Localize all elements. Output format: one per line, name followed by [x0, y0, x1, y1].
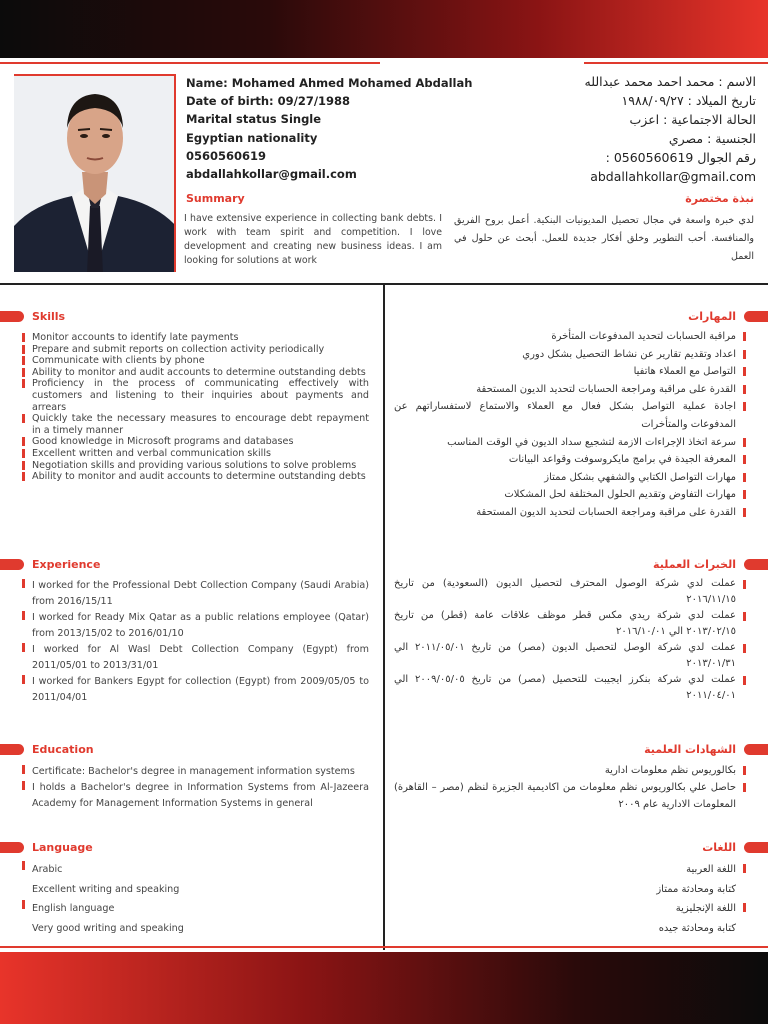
skill-item-ar: مهارات التفاوض وتقديم الحلول المختلفة لحل المشكلات [394, 486, 746, 504]
experience-heading [0, 556, 100, 572]
education-heading-ar [644, 741, 768, 757]
heading-tab [744, 559, 768, 570]
experience-item: I worked for Al Wasl Debt Collection Company (Egypt) from 2011/05/01 to 2013/31/01 [22, 642, 369, 674]
heading-tab [0, 559, 24, 570]
phone-line-ar: رقم الجوال 0560560619 : [605, 150, 756, 165]
education-list [22, 764, 369, 812]
language-item-ar: اللغة الإنجليزية [394, 899, 746, 919]
experience-title-ar: الخبرات العملية [653, 557, 736, 571]
skill-item-ar: القدرة على مراقبة ومراجعة الحسابات لتحديد الديون المستحقة [394, 381, 746, 399]
language-item: Very good writing and speaking [32, 922, 184, 934]
skill-item-ar: اجادة عملية التواصل بشكل فعال مع العملاء والاستماع لاستفساراتهم عن المدفوعات والمتأخرات [394, 398, 746, 433]
language-title: Language [32, 840, 93, 854]
language-list-ar [394, 860, 746, 938]
language-title-ar: اللغات [702, 840, 736, 854]
email-line-ar[interactable]: abdallahkollar@gmail.com [590, 169, 756, 184]
footer-rule [0, 946, 768, 948]
footer-band [0, 952, 768, 1024]
column-divider [383, 283, 385, 950]
language-item-ar: كتابة ومحادثة ممتاز [656, 883, 736, 895]
header-rule-right [584, 62, 768, 64]
experience-list [22, 578, 369, 706]
skill-item: Proficiency in the process of communicating effectively with customers and listening to their inquiries about payments and arrears [22, 378, 369, 413]
skill-item: Ability to monitor and audit accounts to determine outstanding debts [22, 367, 369, 379]
skill-item-ar: سرعة اتخاذ الإجراءات الازمة لتشجيع سداد الديون في الوقت المناسب [394, 434, 746, 452]
skills-title: Skills [32, 309, 66, 323]
skill-item-ar: القدرة على مراقبة ومراجعة الحسابات لتحديد الديون المستحقة [394, 504, 746, 522]
skill-item-ar: التواصل مع العملاء هاتفيا [394, 363, 746, 381]
experience-item-ar: عملت لدي شركة الوصل لتحصيل الديون (مصر) من تاريخ ٢٠١١/٠٥/٠١ الي ٢٠١٣/٠١/٣١ [394, 640, 746, 672]
experience-item: I worked for Ready Mix Qatar as a public relations employee (Qatar) from 2013/15/02 to 2016/01/10 [22, 610, 369, 642]
experience-title: Experience [32, 557, 101, 571]
experience-item-ar: عملت لدي شركة ريدي مكس قطر موظف علاقات عامة (قطر) من تاريخ ٢٠١٣/٠٢/١٥ الي ٢٠١٦/١٠/٠١ [394, 608, 746, 640]
skill-item: Monitor accounts to identify late payments [22, 332, 369, 344]
education-item-ar: بكالوريوس نظم معلومات ادارية [394, 762, 746, 779]
skills-list-ar [394, 328, 746, 522]
skill-item: Ability to monitor and audit accounts to determine outstanding debts [22, 471, 369, 483]
person-portrait-image [14, 76, 176, 272]
education-list-ar [394, 762, 746, 813]
heading-tab [744, 744, 768, 755]
education-item: I holds a Bachelor's degree in Information Systems from Al-Jazeera Academy for Management Information Systems in general [22, 780, 369, 812]
skills-list [22, 332, 369, 483]
skill-item: Prepare and submit reports on collection activity periodically [22, 344, 369, 356]
marital-line: Marital status Single [186, 112, 322, 127]
skills-title-ar: المهارات [688, 309, 736, 323]
name-line: Name: Mohamed Ahmed Mohamed Abdallah [186, 76, 473, 90]
experience-list-ar [394, 576, 746, 704]
skill-item-ar: مهارات التواصل الكتابي والشفهي بشكل ممتاز [394, 469, 746, 487]
experience-item: I worked for Bankers Egypt for collection (Egypt) from 2009/05/05 to 2011/04/01 [22, 674, 369, 706]
skills-heading [0, 308, 65, 324]
email-line[interactable]: abdallahkollar@gmail.com [186, 166, 357, 181]
education-item: Certificate: Bachelor's degree in management information systems [22, 764, 369, 780]
summary-text: I have extensive experience in collecting bank debts. I work with team spirit and competition. I love development and creating new business ideas. I am looking for solutions at work [184, 213, 442, 266]
skills-heading-ar [688, 308, 768, 324]
nationality-line-ar: الجنسية : مصري [668, 131, 756, 146]
dob-line: Date of birth: 09/27/1988 [186, 94, 351, 109]
language-item-ar: كتابة ومحادثة جيده [658, 922, 736, 934]
experience-heading-ar [653, 556, 768, 572]
heading-tab [0, 744, 24, 755]
experience-item-ar: عملت لدي شركة الوصول المحترف لتحصيل الديون (السعودية) من تاريخ ٢٠١٦/١١/١٥ [394, 576, 746, 608]
skill-item: Excellent written and verbal communication skills [22, 448, 369, 460]
skill-item-ar: اعداد وتقديم تقارير عن نشاط التحصيل بشكل دوري [394, 346, 746, 364]
language-item-ar: اللغة العربية [394, 860, 746, 880]
nationality-line: Egyptian nationality [186, 130, 318, 145]
skill-item: Quickly take the necessary measures to encourage debt repayment in a timely manner [22, 413, 369, 436]
education-title-ar: الشهادات العلمية [644, 742, 736, 756]
header-rule-left [0, 62, 380, 64]
education-item-ar: حاصل علي بكالوريوس نظم معلومات من اكاديمية الجزيرة لنظم (مصر – القاهرة) المعلومات الادارية عام ٢٠٠٩ [394, 779, 746, 813]
heading-tab [0, 311, 24, 322]
heading-tab [744, 842, 768, 853]
header-band [0, 0, 768, 58]
skill-item-ar: مراقبة الحسابات لتحديد المدفوعات المتأخرة [394, 328, 746, 346]
language-heading-ar [702, 839, 768, 855]
education-heading [0, 741, 94, 757]
heading-tab [0, 842, 24, 853]
skill-item: Good knowledge in Microsoft programs and databases [22, 436, 369, 448]
summary-title-ar: نبذة مختصرة [685, 192, 754, 205]
summary-title: Summary [186, 192, 245, 205]
personal-info-arabic [456, 72, 756, 186]
language-item: English language [22, 899, 369, 919]
marital-line-ar: الحالة الاجتماعية : اعزب [629, 112, 756, 127]
summary-text-ar: لدي خبرة واسعة في مجال تحصيل المديونيات البنكية. أعمل بروح الفريق والمنافسة. أحب التطوير وخلق أفكار جديدة للعمل. أبحث عن حلول في العمل [454, 215, 754, 262]
profile-photo [14, 74, 176, 272]
personal-info-english [186, 74, 473, 183]
language-item: Arabic [22, 860, 369, 880]
language-item: Excellent writing and speaking [32, 883, 180, 895]
language-list [22, 860, 369, 938]
name-line-ar: الاسم : محمد احمد محمد عبدالله [584, 74, 756, 89]
language-heading [0, 839, 93, 855]
experience-item: I worked for the Professional Debt Collection Company (Saudi Arabia) from 2016/15/11 [22, 578, 369, 610]
heading-tab [744, 311, 768, 322]
education-title: Education [32, 742, 94, 756]
skill-item-ar: المعرفة الجيدة في برامج مايكروسوفت وقواعد البيانات [394, 451, 746, 469]
experience-item-ar: عملت لدي شركة بنكرز ايجيبت للتحصيل (مصر) من تاريخ ٢٠٠٩/٠٥/٠٥ الي ٢٠١١/٠٤/٠١ [394, 672, 746, 704]
dob-line-ar: تاريخ الميلاد : ١٩٨٨/٠٩/٢٧ [621, 93, 756, 108]
skill-item: Communicate with clients by phone [22, 355, 369, 367]
phone-line: 0560560619 [186, 148, 267, 163]
skill-item: Negotiation skills and providing various solutions to solve problems [22, 460, 369, 472]
